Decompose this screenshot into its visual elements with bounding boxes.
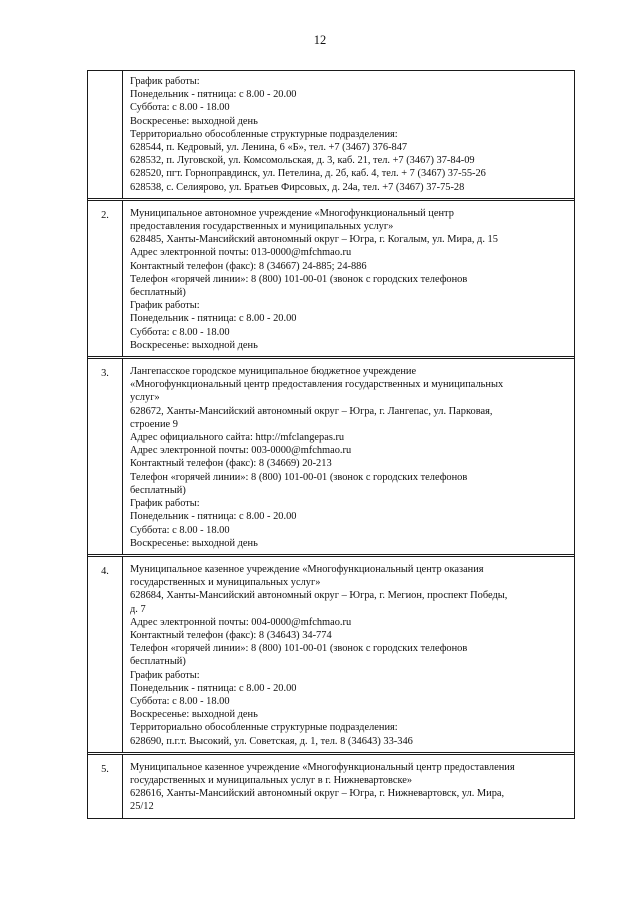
office-details-cell [123,71,574,198]
page-number: 12 [313,33,327,47]
text-line: Адрес электронной почты: 004-0000@mfchmao.ru [130,616,352,628]
text-line: Воскресенье: выходной день [130,537,258,549]
text-line: Муниципальное казенное учреждение «Многофункциональный центр предоставления [130,761,515,773]
text-line: Воскресенье: выходной день [130,115,258,127]
table-row [88,752,574,818]
row-number-cell: 4. [88,557,123,752]
text-line: Понедельник - пятница: с 8.00 - 20.00 [130,682,297,694]
row-number-cell [88,71,123,198]
row-number-cell: 2. [88,201,123,356]
text-line: 628544, п. Кедровый, ул. Ленина, 6 «Б», тел. +7 (3467) 376-847 [130,142,408,154]
text-line: 628532, п. Луговской, ул. Комсомольская, д. 3, каб. 21, тел. +7 (3467) 37-84-09 [130,155,475,167]
text-line: Суббота: с 8.00 - 18.00 [130,524,230,536]
text-line: Муниципальное казенное учреждение «Многофункциональный центр оказания [130,563,484,575]
text-line: услуг» [130,392,160,404]
text-line: Контактный телефон (факс): 8 (34643) 34-774 [130,629,332,641]
text-line: Контактный телефон (факс): 8 (34669) 20-213 [130,458,332,470]
text-line: График работы: [130,76,200,87]
text-line: График работы: [130,300,200,312]
text-line: Воскресенье: выходной день [130,339,258,351]
text-line: 628485, Ханты-Мансийский автономный округ – Югра, г. Когалым, ул. Мира, д. 15 [130,234,498,246]
text-line: 628520, пгт. Горноправдинск, ул. Петелина, д. 2б, каб. 4, тел. + 7 (3467) 37-55-26 [130,168,486,180]
table-row [88,356,574,554]
text-line: «Многофункциональный центр предоставления государственных и муниципальных [130,379,504,391]
office-details-cell [123,755,574,818]
office-details-cell [123,557,574,752]
text-line: Территориально обособленные структурные подразделения: [130,722,398,734]
text-line: д. 7 [130,603,146,615]
text-line: Контактный телефон (факс): 8 (34667) 24-885; 24-886 [130,260,367,272]
mfc-offices-table [87,70,575,819]
table-row [88,198,574,356]
text-line: предоставления государственных и муниципальных услуг» [130,221,394,233]
table-row [88,554,574,752]
office-details-cell [123,201,574,356]
table-row [88,71,574,198]
text-line: Лангепасское городское муниципальное бюджетное учреждение [130,366,417,378]
text-line: бесплатный) [130,484,186,496]
text-line: График работы: [130,498,200,510]
text-line: Суббота: с 8.00 - 18.00 [130,695,230,707]
office-details-cell [123,359,574,554]
text-line: Суббота: с 8.00 - 18.00 [130,102,230,114]
text-line: Адрес официального сайта: http://mfclangepas.ru [130,432,345,444]
text-line: Телефон «горячей линии»: 8 (800) 101-00-01 (звонок с городских телефонов [130,643,468,655]
text-line: 628684, Ханты-Мансийский автономный округ – Югра, г. Мегион, проспект Победы, [130,590,508,602]
text-line: 628616, Ханты-Мансийский автономный округ – Югра, г. Нижневартовск, ул. Мира, [130,788,505,800]
text-line: государственных и муниципальных услуг в г. Нижневартовске» [130,774,413,786]
text-line: государственных и муниципальных услуг» [130,577,321,589]
text-line: Территориально обособленные структурные подразделения: [130,128,398,140]
text-line: Воскресенье: выходной день [130,709,258,721]
text-line: 628672, Ханты-Мансийский автономный округ – Югра, г. Лангепас, ул. Парковая, [130,405,493,417]
row-number-cell: 3. [88,359,123,554]
text-line: График работы: [130,669,200,681]
text-line: Адрес электронной почты: 013-0000@mfchmao.ru [130,247,352,259]
row-number-cell: 5. [88,755,123,818]
text-line: 628690, п.г.т. Высокий, ул. Советская, д. 1, тел. 8 (34643) 33-346 [130,735,413,747]
text-line: Муниципальное автономное учреждение «Многофункциональный центр [130,207,454,219]
text-line: бесплатный) [130,287,186,299]
text-line: Понедельник - пятница: с 8.00 - 20.00 [130,89,297,101]
text-line: Понедельник - пятница: с 8.00 - 20.00 [130,511,297,523]
text-line: Суббота: с 8.00 - 18.00 [130,326,230,338]
text-line: бесплатный) [130,656,186,668]
text-line: 25/12 [130,801,154,813]
text-line: 628538, с. Селиярово, ул. Братьев Фирсовых, д. 24а, тел. +7 (3467) 37-75-28 [130,181,465,193]
text-line: Понедельник - пятница: с 8.00 - 20.00 [130,313,297,325]
text-line: Телефон «горячей линии»: 8 (800) 101-00-01 (звонок с городских телефонов [130,471,468,483]
text-line: строение 9 [130,418,178,430]
text-line: Телефон «горячей линии»: 8 (800) 101-00-01 (звонок с городских телефонов [130,273,468,285]
text-line: Адрес электронной почты: 003-0000@mfchmao.ru [130,445,352,457]
